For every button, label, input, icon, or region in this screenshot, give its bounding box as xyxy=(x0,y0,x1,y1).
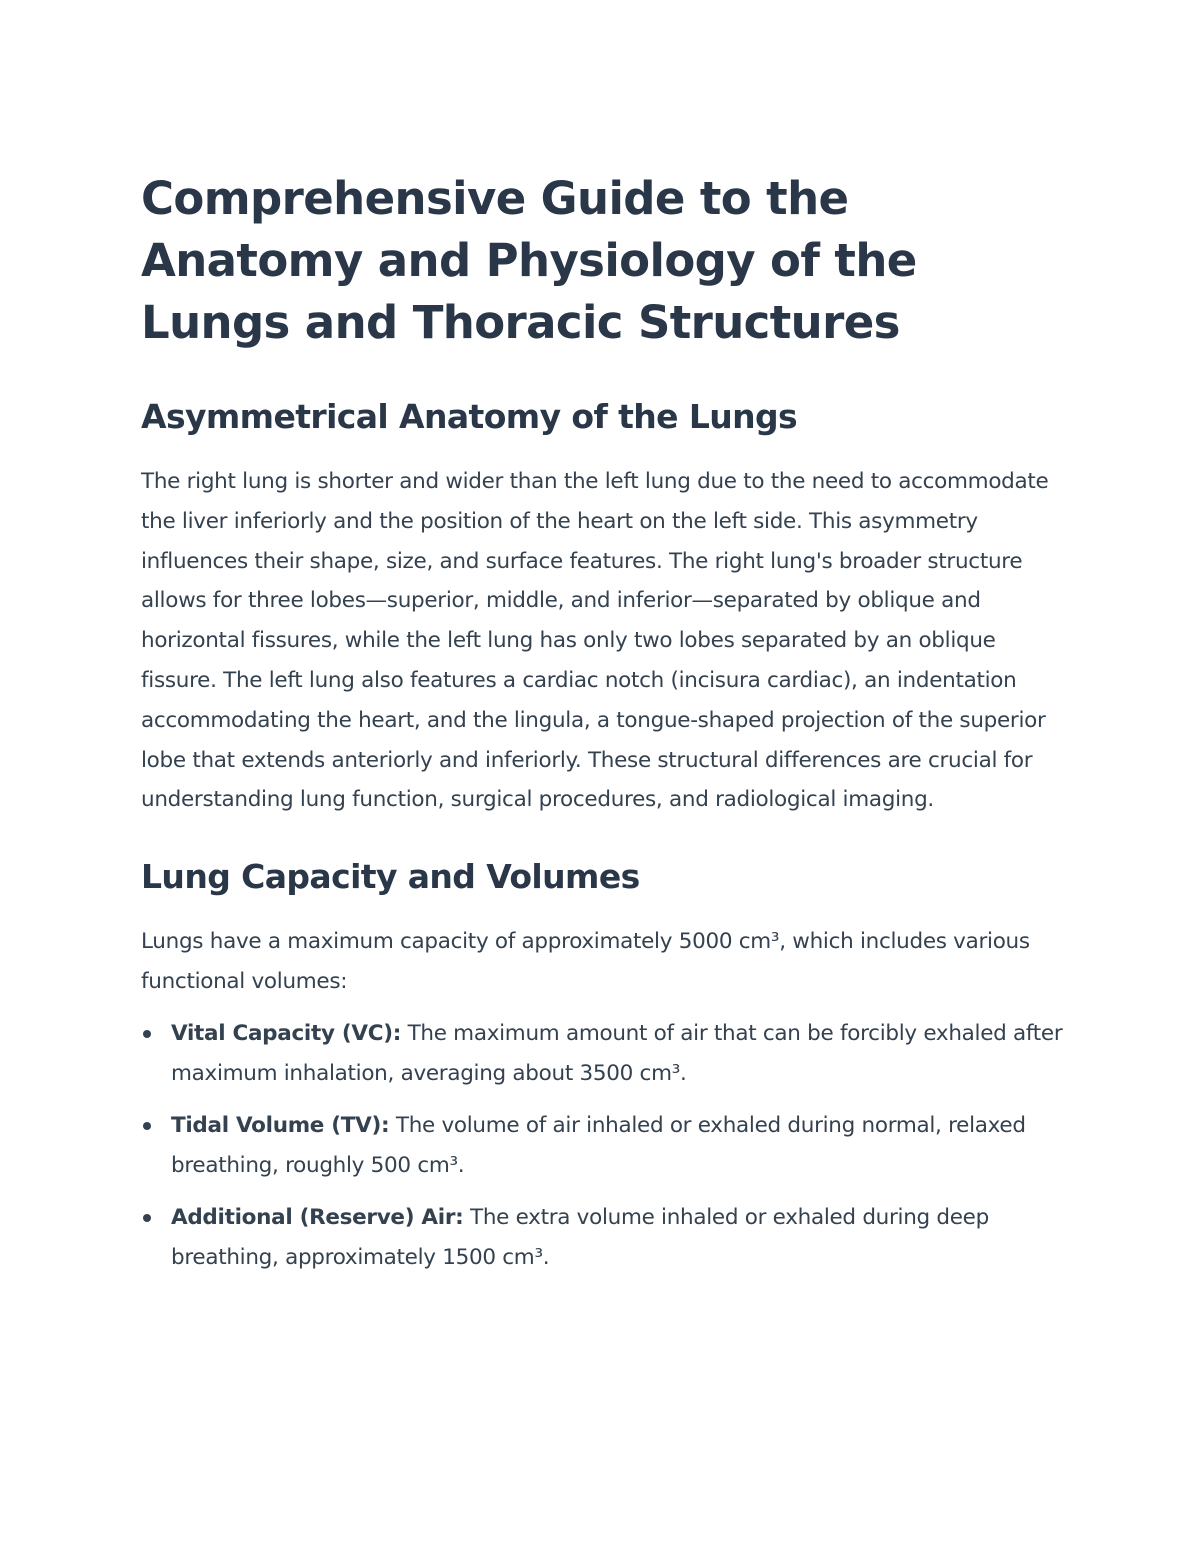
section-heading-lung-capacity: Lung Capacity and Volumes xyxy=(141,857,640,897)
section-heading-asymmetrical-anatomy: Asymmetrical Anatomy of the Lungs xyxy=(141,397,798,436)
bullet-icon xyxy=(143,1214,151,1222)
paragraph-asymmetrical-anatomy: The right lung is shorter and wider than the left lung due to the need to accommodate the liver inferiorly and the position of the heart on the left side. This asymmetry influences their shape, size, and surface features. The right lung's broader structure allows for three lobes—superior, middle, and inferior—separated by oblique and horizontal fissures, while the left lung has only two lobes separated by an oblique fissure. The left lung also features a cardiac notch (incisura cardiac), an indentation accommodating the heart, and the lingula, a tongue-shaped projection of the superior lobe that extends anteriorly and inferiorly. These structural differences are crucial for understanding lung function, surgical procedures, and radiological imaging. xyxy=(141,469,1049,813)
term-label: Vital Capacity (VC): xyxy=(171,1020,402,1046)
list-item-tidal-volume xyxy=(141,1106,1066,1186)
bullet-icon xyxy=(143,1122,151,1130)
term-description: The extra volume inhaled or exhaled during deep breathing, approximately 1500 cm³. xyxy=(171,1204,989,1270)
lung-volume-list xyxy=(141,1014,1066,1278)
list-item-vital-capacity xyxy=(141,1014,1066,1094)
term-label: Tidal Volume (TV): xyxy=(171,1112,390,1138)
page-title: Comprehensive Guide to the Anatomy and Physiology of the Lungs and Thoracic Structures xyxy=(141,172,917,349)
bullet-icon xyxy=(143,1030,151,1038)
paragraph-lung-capacity: Lungs have a maximum capacity of approximately 5000 cm³, which includes various functional volumes: xyxy=(141,929,1030,994)
term-description: The maximum amount of air that can be forcibly exhaled after maximum inhalation, averaging about 3500 cm³. xyxy=(171,1020,1063,1086)
term-label: Additional (Reserve) Air: xyxy=(171,1204,464,1230)
document-page xyxy=(141,168,1066,1290)
list-item-reserve-air xyxy=(141,1198,1066,1278)
term-description: The volume of air inhaled or exhaled during normal, relaxed breathing, roughly 500 cm³. xyxy=(171,1112,1026,1178)
